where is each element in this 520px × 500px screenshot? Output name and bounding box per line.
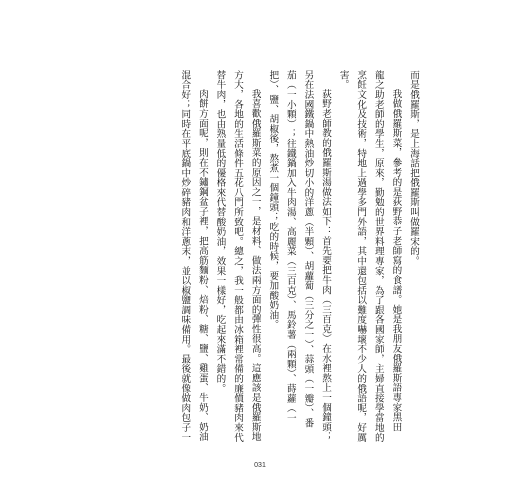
text-line: 混合好；同時在平底鍋中炒碎豬肉和洋蔥末，並以椒鹽調味備用。最後就像做肉包子一 <box>179 70 191 443</box>
text-line: 龍之助老師的學生，原來，勤勉的世界料理專家，為了跟各國家師，主婦直接學當地的 <box>372 70 384 443</box>
text-line: 把）、鹽、胡椒後，熬煮一個鐘頭；吃的時候，要加酸奶油。 <box>267 70 279 330</box>
text-line: 茄（一小顆）；往鐵鍋加入牛肉湯、高麗菜（三百克）、馬鈴薯（兩顆）、蒔蘿（一 <box>284 70 296 423</box>
text-line: 我喜歡俄羅斯菜的原因之一，是材料、做法兩方面的彈性很高。這應該是俄羅斯地 <box>249 89 261 442</box>
text-line: 荻野老師教的俄羅斯湯做法如下：首先要把牛肉（三百克）在水裡熬上一個鐘頭； <box>320 89 332 442</box>
text-line: 而是俄羅斯，是上海話把俄羅斯叫做羅宋的。 <box>408 70 419 266</box>
page-number: 031 <box>254 462 266 469</box>
text-line: 肉餅方面呢，則在不鏽鋼盆子裡，把高筋麵粉、焙粉、糖、鹽、雞蛋、牛奶、奶油 <box>196 89 208 442</box>
text-line: 另在法國鐵鍋中熱油炒切小的洋蔥（半顆）、胡蘿蔔（三分之一）、蒜頭（一瓣）、番 <box>302 70 314 428</box>
text-line: 替牛肉，也由熟量低的優格來代替酸奶油，效果一樣好，吃起來滿不錯的。 <box>214 70 226 394</box>
text-line: 方大，各地的生活條件五花八門所致吧。總之，我一般都由冰箱裡常備的廉價豬肉來代 <box>232 70 244 443</box>
text-line: 我做俄羅斯菜，參考的是荻野恭子老師寫的食譜。她是我朋友俄羅斯語專家黑田 <box>390 89 402 432</box>
text-line: 害。 <box>337 70 349 90</box>
text-line: 烹飪文化及技術，特地上過學多門外語，其中還包括以難度嚇壞不少人的俄語呢，好厲 <box>355 70 367 443</box>
body-text <box>176 70 422 443</box>
